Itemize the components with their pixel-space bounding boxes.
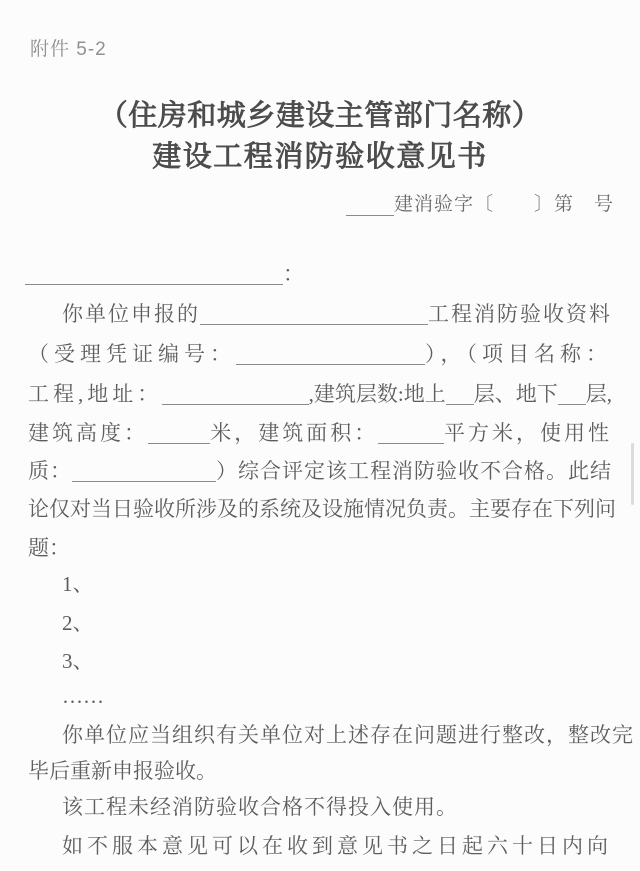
receipt-number-blank-underline (236, 360, 425, 365)
issue-item-1 (28, 569, 612, 599)
addressee-blank-underline (25, 280, 283, 285)
reference-text: 建消验字〔 〕第 号 (393, 194, 614, 215)
project-seg1: 工程,地址： (28, 382, 163, 406)
conclusion-tail-line (28, 533, 612, 563)
height-seg1: 建筑高度： (28, 421, 148, 445)
receipt-prefix: （受理凭证编号： (28, 342, 236, 366)
conclusion-text: 论仅对当日验收所涉及的系统及设施情况负责。主要存在下列问 (28, 497, 616, 521)
building-height-line (28, 418, 612, 448)
floors-above-blank-underline (446, 400, 474, 405)
issue-item-1-label: 1、 (62, 572, 94, 596)
height-seg2: 米，建筑面积： (210, 421, 379, 445)
issue-item-ellipsis (28, 681, 612, 711)
document-title: 建设工程消防验收意见书 (152, 141, 488, 173)
project-seg3: 层、地下 (473, 382, 558, 406)
floors-below-blank-underline (558, 400, 586, 405)
document-title-authority: （住房和城乡建设主管部门名称） (98, 100, 542, 132)
project-seg4: 层, (585, 382, 612, 406)
project-address-line (28, 379, 612, 409)
address-blank-underline (162, 400, 308, 405)
conclusion-line (28, 494, 616, 524)
usage-prohibition-line (28, 792, 612, 822)
rectify-line-2 (28, 756, 612, 786)
rectify-line-1 (28, 720, 634, 750)
appeal-text: 如不服本意见可以在收到意见书之日起六十日内向 (62, 834, 612, 858)
reference-blank-underline (346, 212, 394, 216)
salutation-colon: ： (283, 262, 304, 286)
receipt-number-line (28, 339, 612, 369)
height-blank-underline (148, 439, 210, 444)
height-seg3: 平方米，使用性 (444, 421, 612, 445)
usage-prohibition-text: 该工程未经消防验收合格不得投入使用。 (62, 795, 458, 819)
issue-item-3 (28, 646, 612, 676)
project-seg2: ,建筑层数:地上 (308, 382, 446, 406)
issue-item-ellipsis-label: …… (62, 684, 104, 708)
application-line (28, 299, 612, 329)
issue-item-3-label: 3、 (62, 649, 94, 673)
issue-item-2 (28, 608, 612, 638)
issue-item-2-label: 2、 (62, 611, 94, 635)
receipt-suffix: ），（项目名称： (425, 342, 612, 366)
salutation-line (25, 259, 612, 289)
usage-nature-line (28, 456, 612, 486)
nature-seg2: ）综合评定该工程消防验收不合格。此结 (216, 459, 612, 483)
usage-blank-underline (72, 477, 216, 482)
appeal-line (28, 831, 612, 861)
application-suffix: 工程消防验收资料 (428, 302, 612, 326)
rectify-text-1: 你单位应当组织有关单位对上述存在问题进行整改，整改完 (62, 723, 634, 747)
area-blank-underline (378, 439, 444, 444)
scan-artifact (631, 443, 634, 505)
project-name-blank-underline (200, 320, 428, 325)
application-prefix: 你单位申报的 (62, 302, 200, 326)
rectify-text-2: 毕后重新申报验收。 (28, 759, 217, 783)
reference-number-line (346, 192, 614, 218)
attachment-label: 附件 5-2 (30, 39, 107, 60)
nature-seg1: 质： (28, 459, 72, 483)
conclusion-tail-text: 题： (28, 536, 70, 560)
